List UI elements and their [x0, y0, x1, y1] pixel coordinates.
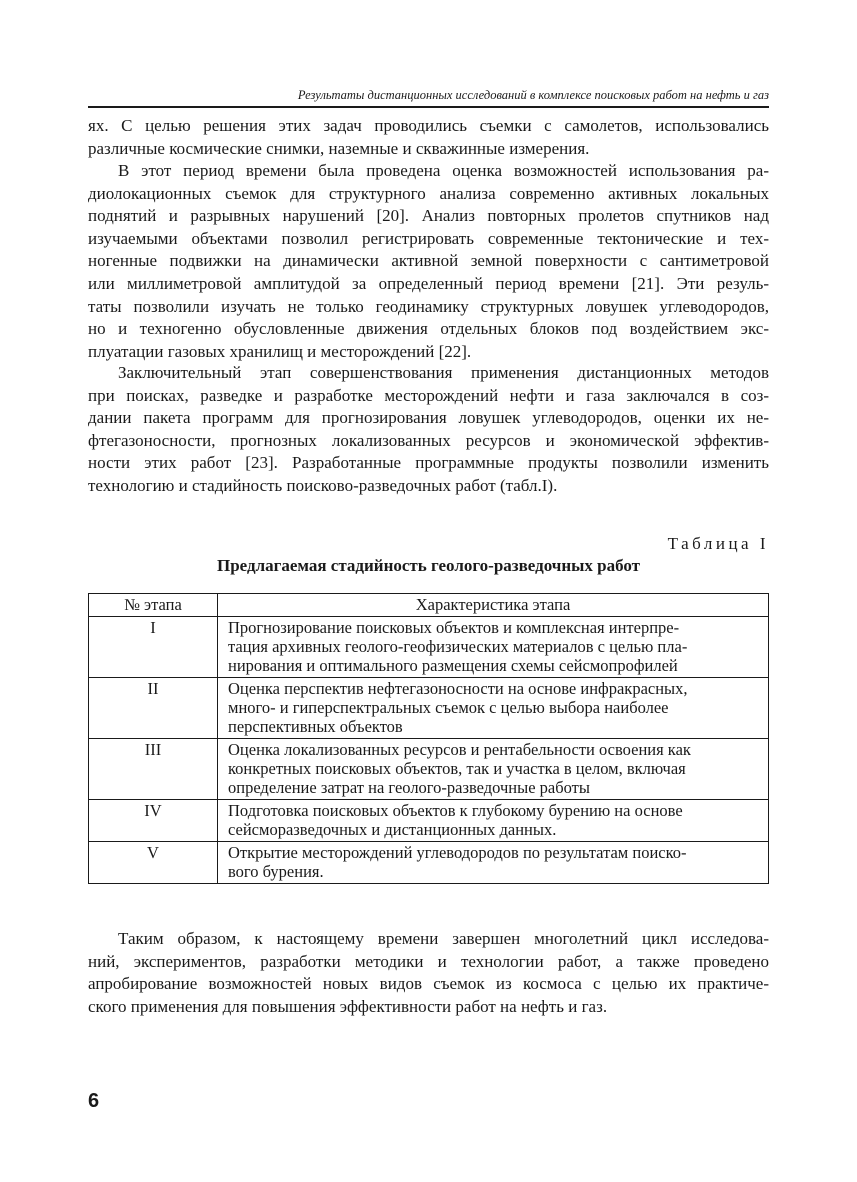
stage-number: I [89, 617, 218, 678]
text-line: Заключительный этап совершенствования применения дистанционных методов [118, 363, 769, 382]
stage-number: IV [89, 800, 218, 842]
text-line: дании пакета программ для прогнозирования ловушек углеводородов, оценки их не- [88, 408, 769, 428]
text-line: поднятий и разрывных нарушений [20]. Анализ повторных пролетов спутников над [88, 206, 769, 226]
text-line: Таким образом, к настоящему времени завершен многолетний цикл исследова- [118, 929, 769, 948]
text-line: технологию и стадийность поисково-разведочных работ (табл.I). [88, 475, 558, 495]
table-header-row [89, 594, 769, 617]
text-line: Открытие месторождений углеводородов по результатам поиско- [228, 843, 687, 862]
table-row [89, 842, 769, 884]
stage-description [218, 800, 769, 842]
stage-number: II [89, 678, 218, 739]
text-line: определение затрат на геолого-разведочные работы [228, 778, 590, 797]
text-line: Прогнозирование поисковых объектов и комплексная интерпре- [228, 618, 680, 637]
text-line: фтегазоносности, прогнозных локализованных ресурсов и экономической эффектив- [88, 430, 769, 450]
table-label: Таблица I [667, 534, 769, 553]
text-line: различные космические снимки, наземные и скважинные измерения. [88, 138, 590, 158]
text-line: Подготовка поисковых объектов к глубокому бурению на основе [228, 801, 683, 820]
text-line: конкретных поисковых объектов, так и участка в целом, включая [228, 759, 686, 778]
text-line: вого бурения. [228, 862, 324, 881]
text-line: тация архивных геолого-геофизических материалов с целью пла- [228, 637, 688, 656]
stages-table [88, 593, 769, 884]
text-line: апробирование возможностей новых видов съемок из космоса с целью их практиче- [88, 974, 769, 994]
paragraph-3 [88, 362, 769, 498]
stage-description [218, 617, 769, 678]
text-line: таты позволили изучать не только геодинамику структурных ловушек углеводородов, [88, 296, 769, 316]
text-line: диолокационных съемок для структурного анализа современно активных локальных [88, 183, 769, 203]
paragraph-2 [88, 160, 769, 363]
text-line: при поисках, разведке и разработке месторождений нефти и газа заключался в соз- [88, 385, 769, 405]
stage-description [218, 739, 769, 800]
table-row [89, 739, 769, 800]
column-header-stage: № этапа [89, 594, 218, 617]
text-line: плуатации газовых хранилищ и месторождений [22]. [88, 341, 472, 361]
text-line: изучаемыми объектами позволил регистрировать современные тектонические и тех- [88, 228, 769, 248]
text-line: ского применения для повышения эффективности работ на нефть и газ. [88, 996, 608, 1016]
text-line: ний, экспериментов, разработки методики и технологии работ, а также проведено [88, 951, 769, 971]
text-line: ности этих работ [23]. Разработанные программные продукты позволили изменить [88, 453, 769, 473]
table-row [89, 678, 769, 739]
stage-description [218, 678, 769, 739]
text-line: нирования и оптимального размещения схемы сейсмопрофилей [228, 656, 678, 675]
text-line: Оценка перспектив нефтегазоносности на основе инфракрасных, [228, 679, 688, 698]
text-line: перспективных объектов [228, 717, 403, 736]
paragraph-1 [88, 115, 769, 160]
text-line: ях. С целью решения этих задач проводились съемки с самолетов, использовались [88, 116, 769, 135]
page-number: 6 [88, 1090, 100, 1112]
stage-description [218, 842, 769, 884]
table-row [89, 617, 769, 678]
stage-number: V [89, 842, 218, 884]
text-line: много- и гиперспектральных съемок с целью выбора наиболее [228, 698, 669, 717]
text-line: но и техногенно обусловленные движения отдельных блоков под воздействием экс- [88, 319, 769, 339]
text-line: В этот период времени была проведена оценка возможностей использования ра- [118, 161, 769, 180]
text-line: Оценка локализованных ресурсов и рентабельности освоения как [228, 740, 691, 759]
table-row [89, 800, 769, 842]
table-title: Предлагаемая стадийность геолого-разведочных работ [216, 556, 641, 575]
stage-number: III [89, 739, 218, 800]
running-header: Результаты дистанционных исследований в комплексе поисковых работ на нефть и газ [88, 88, 769, 108]
text-line: ногенные подвижки на динамически активной земной поверхности с сантиметровой [88, 251, 769, 271]
text-line: сейсморазведочных и дистанционных данных. [228, 820, 557, 839]
paragraph-4 [88, 928, 769, 1018]
text-line: или миллиметровой амплитудой за определенный период времени [21]. Эти резуль- [88, 273, 769, 293]
column-header-description: Характеристика этапа [218, 594, 769, 617]
